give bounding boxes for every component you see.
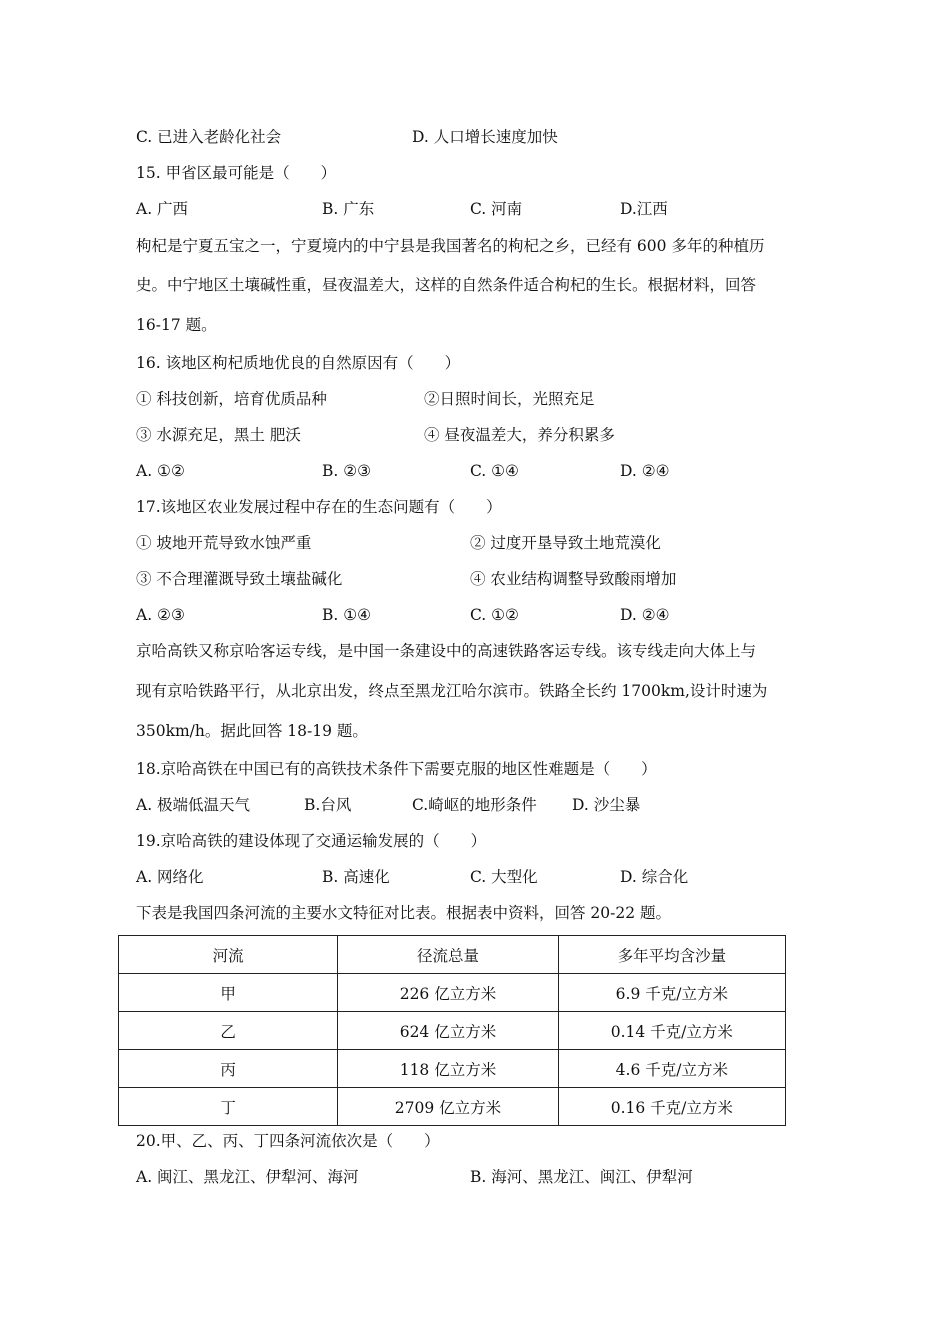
cell-river: 甲 [119, 974, 338, 1012]
q15-option-b: B. 广东 [322, 200, 375, 218]
table-row [119, 1012, 786, 1050]
passage2-line3: 350km/h。据此回答 18-19 题。 [136, 722, 368, 740]
cell-sediment: 0.14 千克/立方米 [558, 1012, 785, 1050]
table-row [119, 1050, 786, 1088]
header-river: 河流 [119, 936, 338, 974]
cell-runoff: 226 亿立方米 [338, 974, 558, 1012]
table-header-row [119, 936, 786, 974]
q16-option-c: C. ①④ [470, 462, 519, 480]
table-intro: 下表是我国四条河流的主要水文特征对比表。根据表中资料，回答 20-22 题。 [136, 904, 672, 922]
q16-option-a: A. ①② [136, 462, 185, 480]
q17-option-a: A. ②③ [136, 606, 185, 624]
cell-river: 丁 [119, 1088, 338, 1126]
q20-option-a: A. 闽江、黑龙江、伊犁河、海河 [136, 1168, 359, 1186]
passage2-line2: 现有京哈铁路平行，从北京出发，终点至黑龙江哈尔滨市。铁路全长约 1700km,设计时速为 [136, 682, 768, 700]
cell-runoff: 2709 亿立方米 [338, 1088, 558, 1126]
q17-option-c: C. ①② [470, 606, 519, 624]
q14-option-d: D. 人口增长速度加快 [412, 128, 558, 146]
header-runoff: 径流总量 [338, 936, 558, 974]
q17-item-2: ② 过度开垦导致土地荒漠化 [470, 534, 661, 552]
passage1-line1: 枸杞是宁夏五宝之一，宁夏境内的中宁县是我国著名的枸杞之乡，已经有 600 多年的种植历 [136, 237, 765, 255]
q15-option-c: C. 河南 [470, 200, 523, 218]
passage1-line3: 16-17 题。 [136, 316, 217, 334]
q16-item-4: ④ 昼夜温差大，养分积累多 [424, 426, 615, 444]
cell-sediment: 4.6 千克/立方米 [558, 1050, 785, 1088]
q17-item-3: ③ 不合理灌溉导致土壤盐碱化 [136, 570, 343, 588]
q16-item-3: ③ 水源充足，黑土 肥沃 [136, 426, 301, 444]
q15-option-a: A. 广西 [136, 200, 189, 218]
q18-option-d: D. 沙尘暴 [572, 796, 641, 814]
q16-stem: 16. 该地区枸杞质地优良的自然原因有（ ） [136, 354, 461, 372]
q15-option-d: D.江西 [620, 200, 668, 218]
q15-stem: 15. 甲省区最可能是（ ） [136, 164, 337, 182]
passage1-line2: 史。中宁地区土壤碱性重，昼夜温差大，这样的自然条件适合枸杞的生长。根据材料，回答 [136, 276, 757, 294]
table-row [119, 1088, 786, 1126]
cell-runoff: 624 亿立方米 [338, 1012, 558, 1050]
cell-river: 乙 [119, 1012, 338, 1050]
q20-option-b: B. 海河、黑龙江、闽江、伊犁河 [470, 1168, 693, 1186]
header-sediment: 多年平均含沙量 [558, 936, 785, 974]
q14-option-c: C. 已进入老龄化社会 [136, 128, 282, 146]
q16-option-d: D. ②④ [620, 462, 670, 480]
q19-stem: 19.京哈高铁的建设体现了交通运输发展的（ ） [136, 832, 487, 850]
q19-option-c: C. 大型化 [470, 868, 538, 886]
q18-option-a: A. 极端低温天气 [136, 796, 251, 814]
q20-stem: 20.甲、乙、丙、丁四条河流依次是（ ） [136, 1132, 440, 1150]
river-hydrology-table [118, 935, 786, 1126]
cell-sediment: 0.16 千克/立方米 [558, 1088, 785, 1126]
q19-option-a: A. 网络化 [136, 868, 204, 886]
q17-item-4: ④ 农业结构调整导致酸雨增加 [470, 570, 677, 588]
cell-sediment: 6.9 千克/立方米 [558, 974, 785, 1012]
q17-option-b: B. ①④ [322, 606, 372, 624]
q18-option-c: C.崎岖的地形条件 [412, 796, 537, 814]
q16-item-1: ① 科技创新，培育优质品种 [136, 390, 327, 408]
table-row [119, 974, 786, 1012]
cell-runoff: 118 亿立方米 [338, 1050, 558, 1088]
q16-option-b: B. ②③ [322, 462, 372, 480]
q18-stem: 18.京哈高铁在中国已有的高铁技术条件下需要克服的地区性难题是（ ） [136, 760, 657, 778]
q17-stem: 17.该地区农业发展过程中存在的生态问题有（ ） [136, 498, 502, 516]
q18-option-b: B.台风 [304, 796, 352, 814]
q16-item-2: ②日照时间长，光照充足 [424, 390, 595, 408]
q19-option-d: D. 综合化 [620, 868, 689, 886]
q19-option-b: B. 高速化 [322, 868, 390, 886]
q17-option-d: D. ②④ [620, 606, 670, 624]
cell-river: 丙 [119, 1050, 338, 1088]
q17-item-1: ① 坡地开荒导致水蚀严重 [136, 534, 312, 552]
passage2-line1: 京哈高铁又称京哈客运专线，是中国一条建设中的高速铁路客运专线。该专线走向大体上与 [136, 642, 757, 660]
